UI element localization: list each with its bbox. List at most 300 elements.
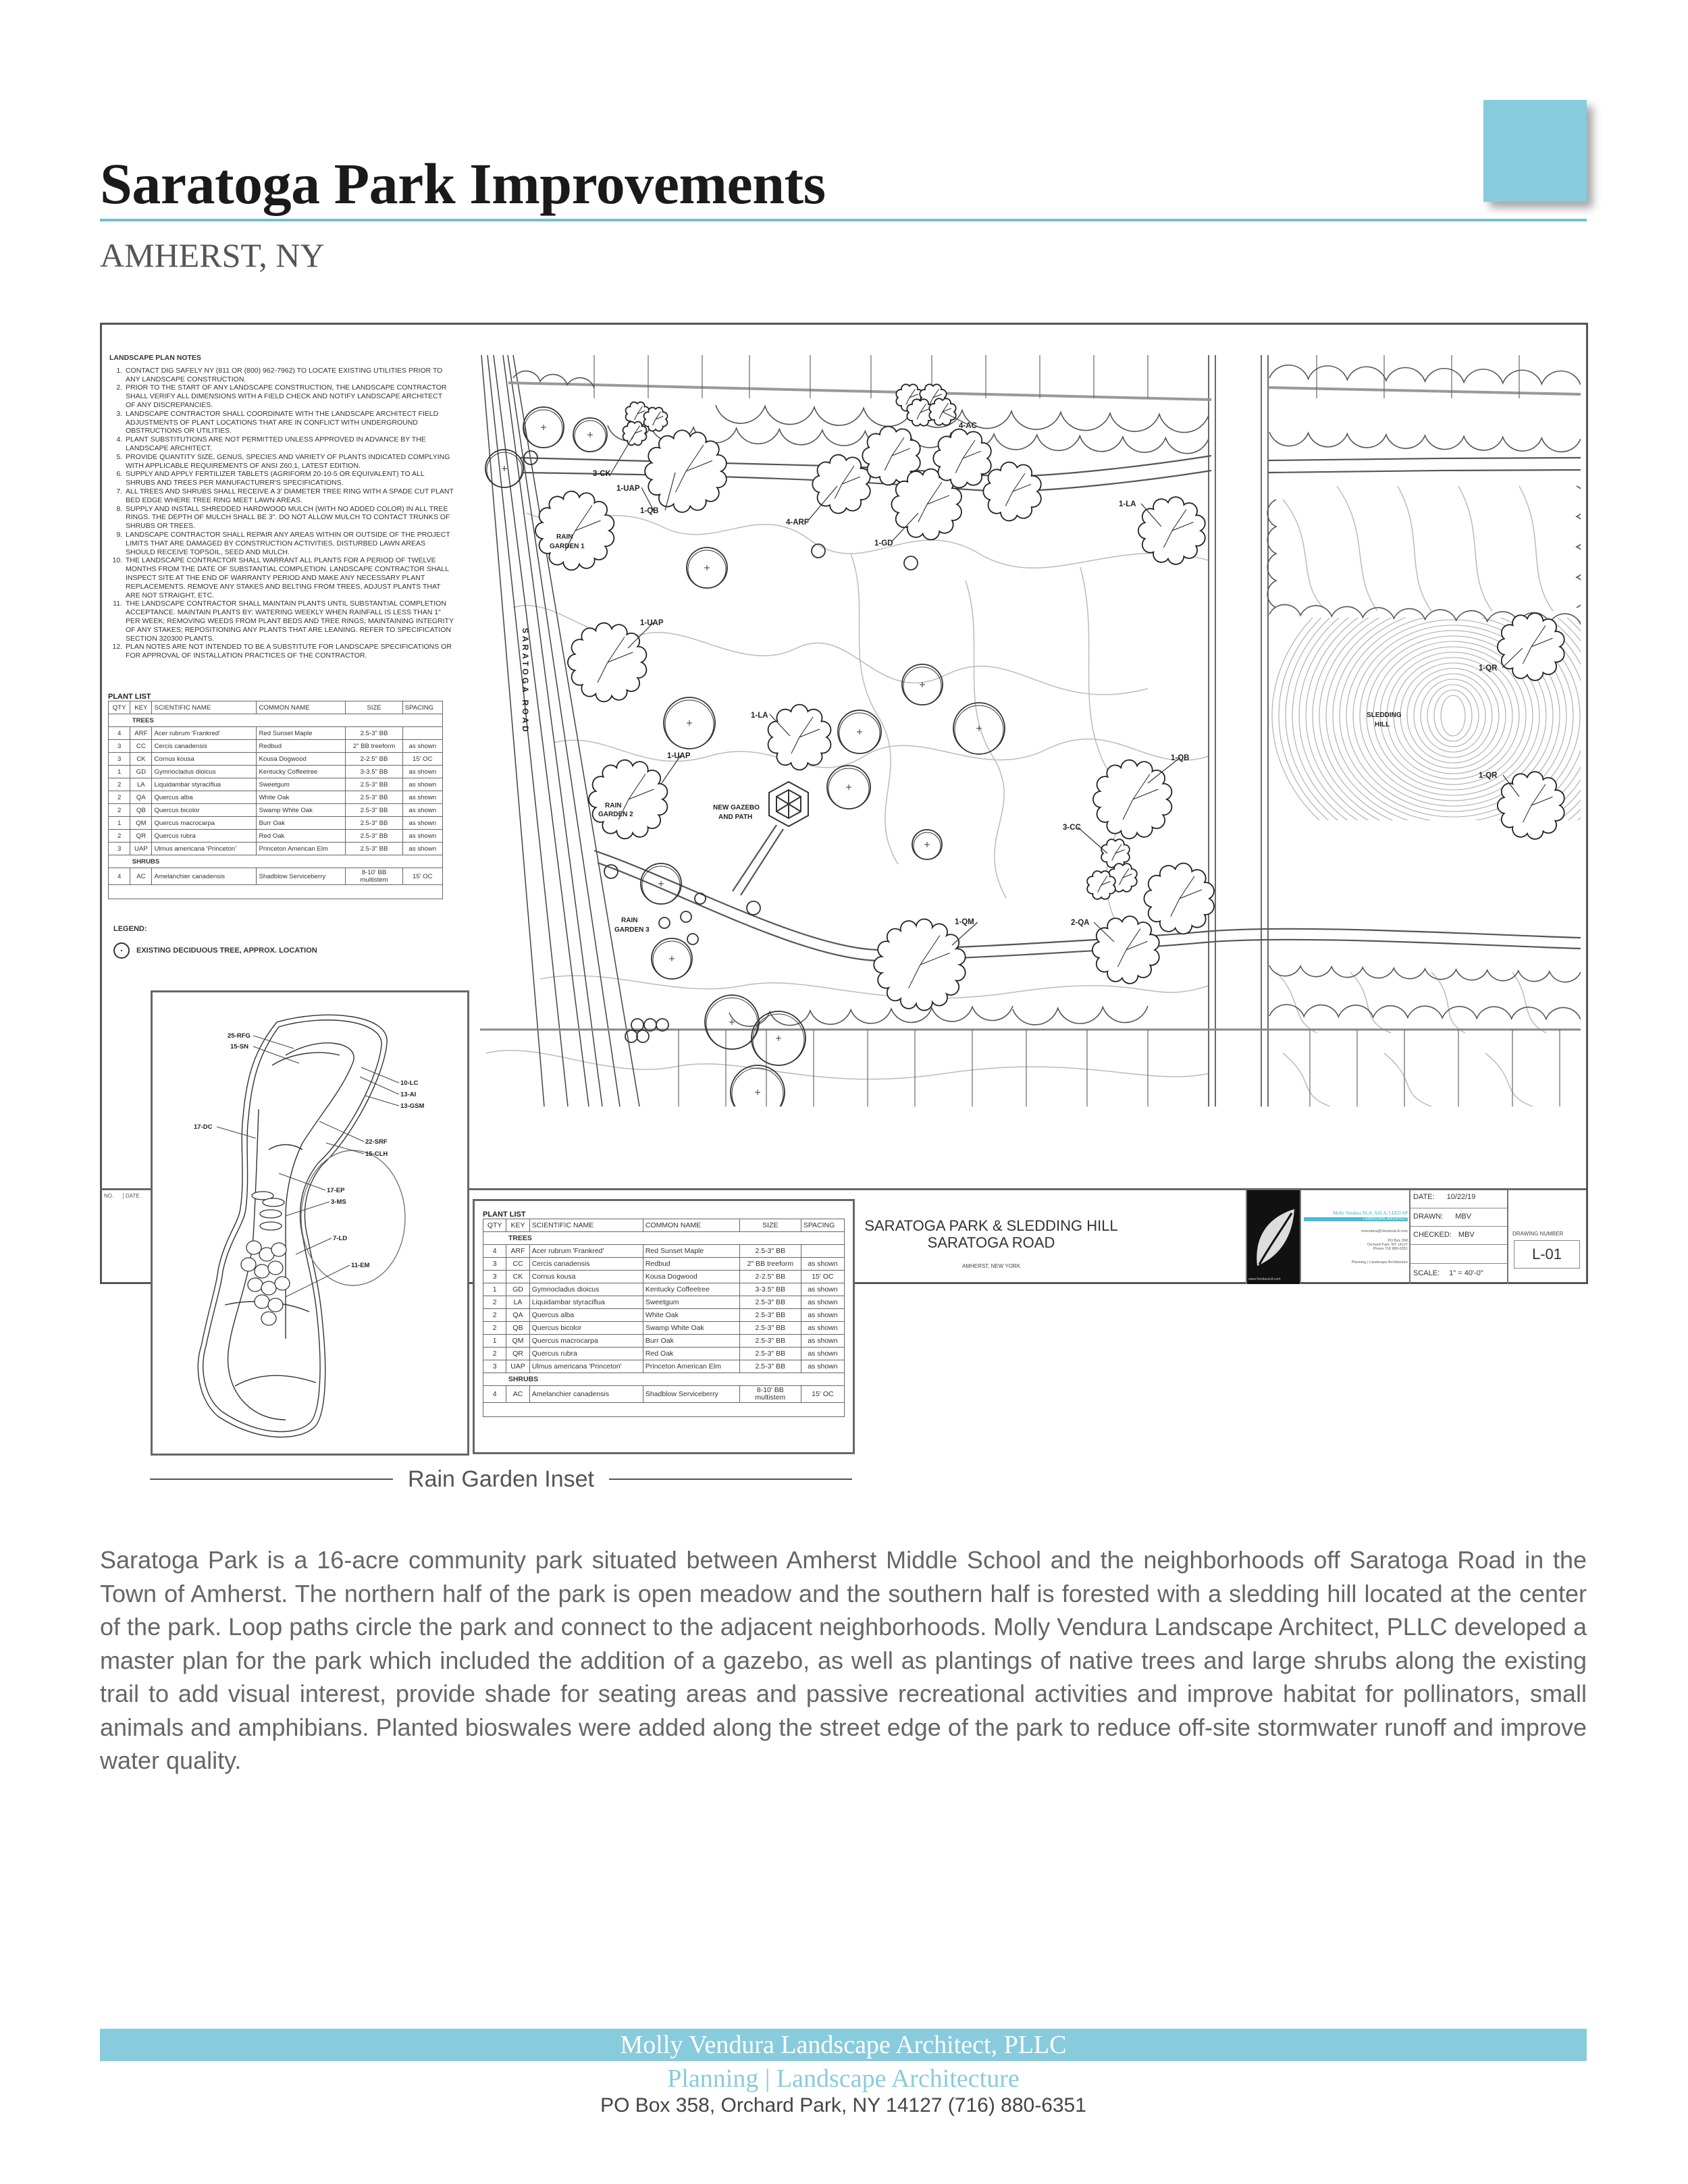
plan-label: 1-QR — [1479, 664, 1498, 672]
existing-tree-icon — [902, 664, 943, 705]
plant-key: QR — [506, 1348, 529, 1360]
plant-size: 2.5-3" BB — [346, 843, 402, 855]
plan-note: 9. LANDSCAPE CONTRACTOR SHALL REPAIR ANY AREAS WITHIN OR OUTSIDE OF THE PROJECT LIMITS THAT ARE DAMAGED BY CONSTRUCTION ACTIVITIES. DISTURBED LAWN AREAS SHOULD RECEIVE TOPSOIL, SEED AND MULCH. — [124, 531, 454, 556]
plant-section-row — [109, 855, 443, 868]
firm-email: mvendura@VenduraLA.com — [1361, 1229, 1408, 1233]
plant-qty: 2 — [483, 1322, 506, 1335]
footer-tagline: Planning | Landscape Architecture — [667, 2065, 1020, 2093]
plant-key: AC — [506, 1386, 529, 1403]
plant-spacing: as shown — [801, 1348, 844, 1360]
footer-bar — [100, 2029, 1587, 2061]
plant-scientific-name: Quercus alba — [529, 1309, 643, 1322]
plant-scientific-name: Liquidambar styraciflua — [529, 1296, 643, 1309]
plant-section-row — [109, 714, 443, 727]
plant-spacing: 15' OC — [402, 868, 442, 885]
plant-row — [109, 843, 443, 855]
plant-size: 2.5-3" BB — [739, 1360, 801, 1373]
existing-tree-icon — [604, 865, 618, 878]
plant-common-name: Red Oak — [643, 1348, 739, 1360]
plant-row — [109, 740, 443, 753]
project-location: AMHERST, NEW YORK — [961, 1263, 1021, 1269]
page-title: Saratoga Park Improvements — [100, 151, 826, 216]
plant-key: LA — [506, 1296, 529, 1309]
plant-spacing: as shown — [801, 1296, 844, 1309]
shrub-icon — [261, 1281, 276, 1295]
proposed-tree-icon — [645, 430, 727, 512]
plant-row — [483, 1296, 845, 1309]
plant-qty: 1 — [109, 817, 130, 830]
road-label: SARATOGA ROAD — [521, 628, 530, 735]
plant-list-blank-row — [109, 885, 443, 899]
date-column — [1409, 1190, 1508, 1284]
shrub-icon — [275, 1277, 290, 1290]
firm-address-2: Orchard Park, NY 14127 — [1367, 1243, 1408, 1247]
plant-size: 8-10' BB multistem — [739, 1386, 801, 1403]
project-description: Saratoga Park is a 16-acre community park situated between Amherst Middle School and the neighborhoods off Saratoga Road in the Town of Amherst. The northern half of the park is open meadow and the southern half is forested with a sledding hill located at the center of the park. Loop paths circle the park and connect to the adjacent neighborhoods. Molly Vendura Landscape Architect, PLLC developed a master plan for the park which included the addition of a gazebo, as well as plantings of native trees and large shrubs along the existing trail to add visual interest, provide shade for seating areas and passive recreational activities and improve habitat for pollinators, small animals and amphibians. Planted bioswales were added along the street edge of the park to reduce off-site stormwater runoff and improve water quality. — [100, 1546, 1587, 1774]
plan-label: AND PATH — [718, 814, 753, 821]
plant-size: 2-2.5" BB — [739, 1271, 801, 1283]
plant-spacing: as shown — [801, 1360, 844, 1373]
plant-row — [109, 868, 443, 885]
plant-key: CC — [506, 1258, 529, 1271]
plant-key: CK — [506, 1271, 529, 1283]
plan-label: 1-QB — [1171, 754, 1190, 762]
plan-label: 1-QB — [640, 507, 659, 515]
plant-common-name: Burr Oak — [643, 1335, 739, 1348]
plant-key: CK — [130, 753, 152, 766]
legend-item — [113, 942, 317, 959]
proposed-tree-icon — [1498, 772, 1564, 839]
inset-label: 25-RFG — [228, 1032, 250, 1040]
plant-qty: 4 — [109, 868, 130, 885]
plant-spacing — [402, 727, 442, 740]
plant-scientific-name: Cornus kousa — [152, 753, 257, 766]
shrub-icon — [260, 1222, 282, 1230]
hedgerow — [1013, 1006, 1148, 1025]
caption-text: Rain Garden Inset — [408, 1466, 594, 1492]
notes-list — [109, 367, 454, 660]
proposed-tree-icon — [1138, 497, 1205, 564]
plant-common-name: Swamp White Oak — [643, 1322, 739, 1335]
plan-label: 1-UAP — [640, 619, 664, 627]
checked-value: MBV — [1458, 1231, 1475, 1239]
plant-row — [483, 1283, 845, 1296]
contour-line — [486, 1050, 1209, 1080]
plant-size: 2.5-3" BB — [346, 830, 402, 843]
proposed-tree-icon — [589, 760, 667, 839]
leader-line — [319, 1121, 364, 1142]
shrub-icon — [268, 1261, 283, 1275]
firm-logo — [1246, 1190, 1301, 1284]
drawn-value: MBV — [1455, 1213, 1472, 1221]
leader-line — [279, 1173, 325, 1190]
inset-plant-list-box — [473, 1199, 855, 1454]
contour-line — [966, 581, 1006, 898]
project-title-block — [856, 1217, 1126, 1251]
inset-shrubs — [241, 1192, 290, 1325]
plant-row — [483, 1360, 845, 1373]
plant-qty: 2 — [109, 778, 130, 791]
plant-scientific-name: Amelanchier canadensis — [529, 1386, 643, 1403]
contour-line — [851, 554, 898, 864]
plant-section-name: SHRUBS — [506, 1373, 845, 1386]
plant-qty: 2 — [483, 1309, 506, 1322]
plant-common-name: Princeton American Elm — [257, 843, 346, 855]
plant-scientific-name: Quercus macrocarpa — [152, 817, 257, 830]
plant-common-name: Sweetgum — [643, 1296, 739, 1309]
shrub-icon — [241, 1258, 256, 1271]
plant-scientific-name: Liquidambar styraciflua — [152, 778, 257, 791]
plant-row — [483, 1271, 845, 1283]
hill-contour — [1400, 663, 1506, 768]
plan-label: 4-ARF — [786, 518, 809, 527]
plant-scientific-name: Cercis canadensis — [529, 1258, 643, 1271]
plan-note: 10. THE LANDSCAPE CONTRACTOR SHALL WARRANT ALL PLANTS FOR A PERIOD OF TWELVE MONTHS FROM THE DATE OF SUBSTANTIAL COMPLETION. LANDSCAPE CONTRACTOR SHALL INSPECT SITE AT THE END OF WARRANTY PERIOD AND MAKE ANY NECESSARY PLANT REPLACEMENTS. REMOVE ANY STAKES AND BELTING FROM TREES, ADJUST PLANTS THAT ARE NOT STRAIGHT, ETC. — [124, 556, 454, 600]
plant-qty: 4 — [483, 1245, 506, 1258]
plant-spacing: as shown — [801, 1322, 844, 1335]
plan-note: 5. PROVIDE QUANTITY SIZE, GENUS, SPECIES AND VARIETY OF PLANTS INDICATED COMPLYING WITH APPLICABLE REQUIREMENTS OF ANSI Z60.1, LATEST EDITION. — [124, 453, 454, 471]
proposed-tree-icon — [768, 705, 831, 770]
contour-line — [1283, 1053, 1533, 1107]
hill-contour — [1427, 685, 1479, 747]
plant-key: CC — [130, 740, 152, 753]
plant-scientific-name: Ulmus americana 'Princeton' — [529, 1360, 643, 1373]
plant-section-name: TREES — [506, 1232, 845, 1245]
plant-spacing: as shown — [402, 817, 442, 830]
plant-row — [109, 830, 443, 843]
plan-label: GARDEN 1 — [550, 543, 585, 550]
plan-label: 1-QM — [955, 918, 974, 926]
plant-size: 2.5-3" BB — [739, 1322, 801, 1335]
leader-line — [365, 1096, 399, 1106]
column-header: COMMON NAME — [643, 1219, 739, 1232]
plan-label: HILL — [1375, 721, 1390, 728]
leader-line — [253, 1036, 294, 1048]
proposed-tree-icon — [568, 623, 646, 702]
plan-note: 1. CONTACT DIG SAFELY NY (811 OR (800) 962-7962) TO LOCATE EXISTING UTILITIES PRIOR TO ANY LANDSCAPE CONSTRUCTION. — [124, 367, 454, 384]
shrub-icon — [248, 1278, 263, 1291]
plant-row — [109, 766, 443, 778]
leader-line — [360, 1077, 399, 1094]
plant-row — [109, 791, 443, 804]
plant-common-name: White Oak — [643, 1309, 739, 1322]
inset-label: 17-EP — [327, 1187, 345, 1194]
plant-row — [109, 778, 443, 791]
plant-key: UAP — [130, 843, 152, 855]
saratoga-road — [481, 355, 639, 1107]
plant-qty: 3 — [109, 740, 130, 753]
lot-lines — [594, 355, 1560, 1107]
plan-label: 1-UAP — [616, 485, 640, 493]
legend — [113, 925, 317, 959]
plan-note: 8. SUPPLY AND INSTALL SHREDDED HARDWOOD MULCH (WITH NO ADDED COLOR) IN ALL TREE RINGS. THE DEPTH OF MULCH SHALL BE 3". DO NOT ALLOW MULCH TO CONTACT TRUNKS OF SHRUBS OR TREES. — [124, 505, 454, 531]
logo-url: www.VenduraLA.com — [1248, 1277, 1281, 1281]
existing-tree-icon — [812, 544, 825, 558]
plant-list-header — [483, 1219, 845, 1232]
plan-label: 1-UAP — [667, 752, 691, 760]
plant-scientific-name: Gymnocladus dioicus — [529, 1283, 643, 1296]
plant-common-name: Kousa Dogwood — [643, 1271, 739, 1283]
plant-qty: 3 — [483, 1258, 506, 1271]
plant-key: QA — [506, 1309, 529, 1322]
plant-row — [483, 1386, 845, 1403]
plant-row — [483, 1309, 845, 1322]
plant-scientific-name: Quercus alba — [152, 791, 257, 804]
plant-scientific-name: Quercus rubra — [529, 1348, 643, 1360]
plan-label: NEW GAZEBO — [713, 804, 760, 811]
column-header: QTY — [483, 1219, 506, 1232]
contour-line — [540, 976, 1209, 998]
column-header: KEY — [130, 701, 152, 714]
plan-label: 3-CC — [1063, 824, 1081, 832]
existing-tree-icon — [625, 1030, 637, 1042]
plan-note: 4. PLANT SUBSTITUTIONS ARE NOT PERMITTED UNLESS APPROVED IN ADVANCE BY THE LANDSCAPE ARCHITECT. — [124, 435, 454, 453]
plant-size: 2.5-3" BB — [346, 727, 402, 740]
plant-qty: 2 — [109, 804, 130, 817]
plant-size: 3-3.5" BB — [739, 1283, 801, 1296]
inset-label: 17-DC — [194, 1123, 213, 1131]
proposed-tree-icon — [1093, 760, 1171, 839]
hill-contour — [1414, 674, 1492, 757]
plant-qty: 3 — [109, 843, 130, 855]
leader-line — [286, 1265, 350, 1297]
plant-row — [109, 753, 443, 766]
plant-scientific-name: Cercis canadensis — [152, 740, 257, 753]
plant-scientific-name: Quercus bicolor — [529, 1322, 643, 1335]
legend-heading: LEGEND: — [113, 925, 147, 933]
footer-address: PO Box 358, Orchard Park, NY 14127 (716) 880-6351 — [600, 2094, 1086, 2116]
plan-label: RAIN — [621, 917, 638, 924]
firm-address-1: PO Box 358 — [1388, 1239, 1408, 1243]
plant-key: GD — [130, 766, 152, 778]
contour-line — [554, 739, 1209, 768]
plant-spacing: as shown — [402, 830, 442, 843]
existing-tree-icon — [659, 917, 670, 928]
inset-label: 13-GSM — [400, 1102, 425, 1110]
plant-key: UAP — [506, 1360, 529, 1373]
existing-tree-icon — [687, 548, 727, 588]
plant-list-table — [108, 701, 443, 899]
plan-note: 6. SUPPLY AND APPLY FERTILIZER TABLETS (AGRIFORM 20-10-5 OR EQUIVALENT) TO ALL SHRUBS AND TREES PER MANUFACTURER'S SPECIFICATIONS. — [124, 470, 454, 487]
plant-section-row — [483, 1232, 845, 1245]
column-header: KEY — [506, 1219, 529, 1232]
plan-label: GARDEN 3 — [614, 926, 650, 934]
contour-line — [1283, 486, 1553, 611]
hedgerow — [1269, 432, 1581, 452]
revision-date-header: DATE — [123, 1193, 140, 1199]
shrub-icon — [268, 1298, 283, 1312]
plan-note: 3. LANDSCAPE CONTRACTOR SHALL COORDINATE WITH THE LANDSCAPE ARCHITECT FIELD ADJUSTMENTS OF PLANT LOCATIONS THAT ARE IN CONFLICT WITH UNDERGROUND OBSTRUCTIONS OR UTILITIES. — [124, 410, 454, 435]
existing-tree-icon — [904, 556, 918, 570]
plant-common-name: Shadblow Serviceberry — [257, 868, 346, 885]
plant-spacing: as shown — [402, 740, 442, 753]
leaf-logo-icon — [1247, 1190, 1301, 1284]
drawing-number-cell — [1507, 1190, 1587, 1284]
contour-line — [527, 513, 1209, 568]
proposed-tree-icon — [1144, 863, 1214, 934]
shrub-icon — [263, 1198, 284, 1206]
existing-tree-icon — [747, 901, 760, 915]
plant-common-name: Kousa Dogwood — [257, 753, 346, 766]
checked-label: CHECKED: — [1413, 1231, 1452, 1239]
column-header: SIZE — [346, 701, 402, 714]
plant-section-row — [483, 1373, 845, 1386]
plant-row — [483, 1335, 845, 1348]
plant-common-name: Sweetgum — [257, 778, 346, 791]
hill-contour — [1394, 658, 1512, 774]
plant-row — [483, 1258, 845, 1271]
inset-label: 13-AI — [400, 1091, 417, 1098]
plan-label: 4-AC — [959, 422, 977, 430]
plan-label: SLEDDING — [1367, 712, 1402, 719]
existing-tree-icon — [652, 938, 692, 979]
contour-line — [1276, 972, 1546, 1033]
accent-square — [1483, 100, 1587, 202]
plant-list — [108, 693, 443, 899]
proposed-tree-icon — [874, 919, 965, 1010]
existing-tree-icon — [113, 942, 130, 959]
plan-note: 7. ALL TREES AND SHRUBS SHALL RECEIVE A 3' DIAMETER TREE RING WITH A SPADE CUT PLANT BED EDGE WHERE TREE RING MEET LAWN AREAS. — [124, 487, 454, 505]
plan-label: 1-LA — [1119, 500, 1136, 508]
firm-subtitle: LANDSCAPE ARCHITECT — [1304, 1217, 1408, 1221]
leader-line — [611, 433, 635, 473]
plant-scientific-name: Quercus bicolor — [152, 804, 257, 817]
plant-common-name: Princeton American Elm — [643, 1360, 739, 1373]
plant-list-title: PLANT LIST — [483, 1210, 526, 1219]
firm-tagline: Planning | Landscape Architecture — [1351, 1260, 1408, 1264]
hedgerow — [1267, 500, 1276, 608]
plant-spacing: as shown — [801, 1283, 844, 1296]
inset-labels — [194, 1032, 424, 1269]
plant-spacing: as shown — [402, 804, 442, 817]
plant-key: AC — [130, 868, 152, 885]
existing-tree-icon — [838, 710, 881, 753]
plant-size: 2" BB treeform — [346, 740, 402, 753]
revision-no-header: NO. — [104, 1193, 114, 1199]
plant-spacing: 15' OC — [801, 1271, 844, 1283]
plant-row — [483, 1322, 845, 1335]
plant-size: 2.5-3" BB — [739, 1245, 801, 1258]
hill-contour — [1434, 690, 1472, 741]
existing-tree-icon — [573, 418, 607, 452]
plant-spacing: as shown — [402, 791, 442, 804]
plant-qty: 2 — [109, 791, 130, 804]
caption-rule — [150, 1479, 393, 1480]
rain-garden-plan — [153, 992, 467, 1454]
plant-list-table — [483, 1219, 845, 1417]
plant-scientific-name: Acer rubrum 'Frankred' — [529, 1245, 643, 1258]
plant-spacing: as shown — [801, 1258, 844, 1271]
hedgerow — [1269, 1005, 1581, 1019]
date-value: 10/22/19 — [1446, 1193, 1476, 1201]
plant-qty: 4 — [483, 1386, 506, 1403]
inset-label: 10-LC — [400, 1080, 419, 1087]
plant-scientific-name: Quercus macrocarpa — [529, 1335, 643, 1348]
drawing-number: L-01 — [1514, 1240, 1580, 1269]
rain-garden-outline — [198, 1015, 387, 1437]
project-title: SARATOGA PARK & SLEDDING HILL — [864, 1217, 1118, 1234]
plant-size: 2" BB treeform — [739, 1258, 801, 1271]
plant-spacing — [801, 1245, 844, 1258]
plant-key: QA — [130, 791, 152, 804]
column-header: SPACING — [402, 701, 442, 714]
leader-line — [286, 1202, 329, 1216]
plant-spacing: 15' OC — [402, 753, 442, 766]
plant-common-name: Kentucky Coffeetree — [643, 1283, 739, 1296]
column-header: QTY — [109, 701, 130, 714]
plant-qty: 2 — [109, 830, 130, 843]
plan-label: RAIN — [556, 533, 573, 541]
plant-scientific-name: Cornus kousa — [529, 1271, 643, 1283]
plant-size: 2.5-3" BB — [346, 817, 402, 830]
inset-label: 15-CLH — [365, 1150, 388, 1158]
existing-tree-icon — [695, 893, 706, 904]
existing-tree-icon — [664, 697, 715, 749]
landscape-plan-notes — [109, 354, 454, 660]
plant-size: 2.5-3" BB — [739, 1309, 801, 1322]
new-gazebo — [769, 782, 808, 826]
title-divider — [100, 219, 1587, 221]
caption-rule — [609, 1479, 852, 1480]
plant-common-name: Shadblow Serviceberry — [643, 1386, 739, 1403]
drawn-label: DRAWN: — [1413, 1213, 1444, 1221]
existing-tree-icon — [637, 1030, 649, 1042]
plant-key: LA — [130, 778, 152, 791]
inset-label: 7-LD — [333, 1235, 348, 1242]
plant-common-name: White Oak — [257, 791, 346, 804]
shrub-icon — [271, 1243, 286, 1256]
existing-tree-icon — [687, 934, 698, 944]
plant-qty: 2 — [483, 1296, 506, 1309]
plant-size: 2.5-3" BB — [346, 791, 402, 804]
hill-contour — [1441, 695, 1465, 736]
legend-item-label: EXISTING DECIDUOUS TREE, APPROX. LOCATION — [136, 947, 317, 955]
shrub-icon — [255, 1295, 269, 1308]
plant-list-header — [109, 701, 443, 714]
plan-label: 1-LA — [751, 712, 768, 720]
plant-row — [109, 727, 443, 740]
plant-scientific-name: Gymnocladus dioicus — [152, 766, 257, 778]
plan-note: 2. PRIOR TO THE START OF ANY LANDSCAPE CONSTRUCTION, THE LANDSCAPE CONTRACTOR SHALL VERIFY ALL DIMENSIONS WITH A FIELD CHECK AND NOTIFY LANDSCAPE ARCHITECT OF ANY DISCREPANCIES. — [124, 383, 454, 409]
plant-size: 2.5-3" BB — [739, 1348, 801, 1360]
existing-tree-icon — [912, 830, 942, 859]
plant-row — [109, 817, 443, 830]
plant-key: QM — [130, 817, 152, 830]
firm-phone: Phone 716 880-6351 — [1373, 1247, 1408, 1251]
scale-label: SCALE: — [1413, 1269, 1440, 1277]
plant-scientific-name: Amelanchier canadensis — [152, 868, 257, 885]
inset-caption — [150, 1462, 852, 1496]
existing-tree-icon — [705, 995, 759, 1049]
plant-row — [483, 1245, 845, 1258]
plant-key: GD — [506, 1283, 529, 1296]
column-header: SPACING — [801, 1219, 844, 1232]
inset-label: 3-MS — [331, 1198, 346, 1206]
plant-common-name: Kentucky Coffeetree — [257, 766, 346, 778]
column-header: SCIENTIFIC NAME — [529, 1219, 643, 1232]
plant-common-name: Redbud — [257, 740, 346, 753]
inset-label: 11-EM — [351, 1262, 370, 1269]
plan-note: 12. PLAN NOTES ARE NOT INTENDED TO BE A SUBSTITUTE FOR LANDSCAPE SPECIFICATIONS OR FOR APPROVAL OF INSTALLATION PRACTICES OF THE CONTRACTOR. — [124, 643, 454, 660]
plant-scientific-name: Ulmus americana 'Princeton' — [152, 843, 257, 855]
existing-tree-icon — [751, 1011, 806, 1065]
plant-common-name: Red Sunset Maple — [643, 1245, 739, 1258]
leader-line — [1078, 827, 1107, 853]
plant-spacing: as shown — [402, 778, 442, 791]
inset-label: 22-SRF — [365, 1138, 388, 1146]
plant-qty: 1 — [109, 766, 130, 778]
plant-common-name: Burr Oak — [257, 817, 346, 830]
